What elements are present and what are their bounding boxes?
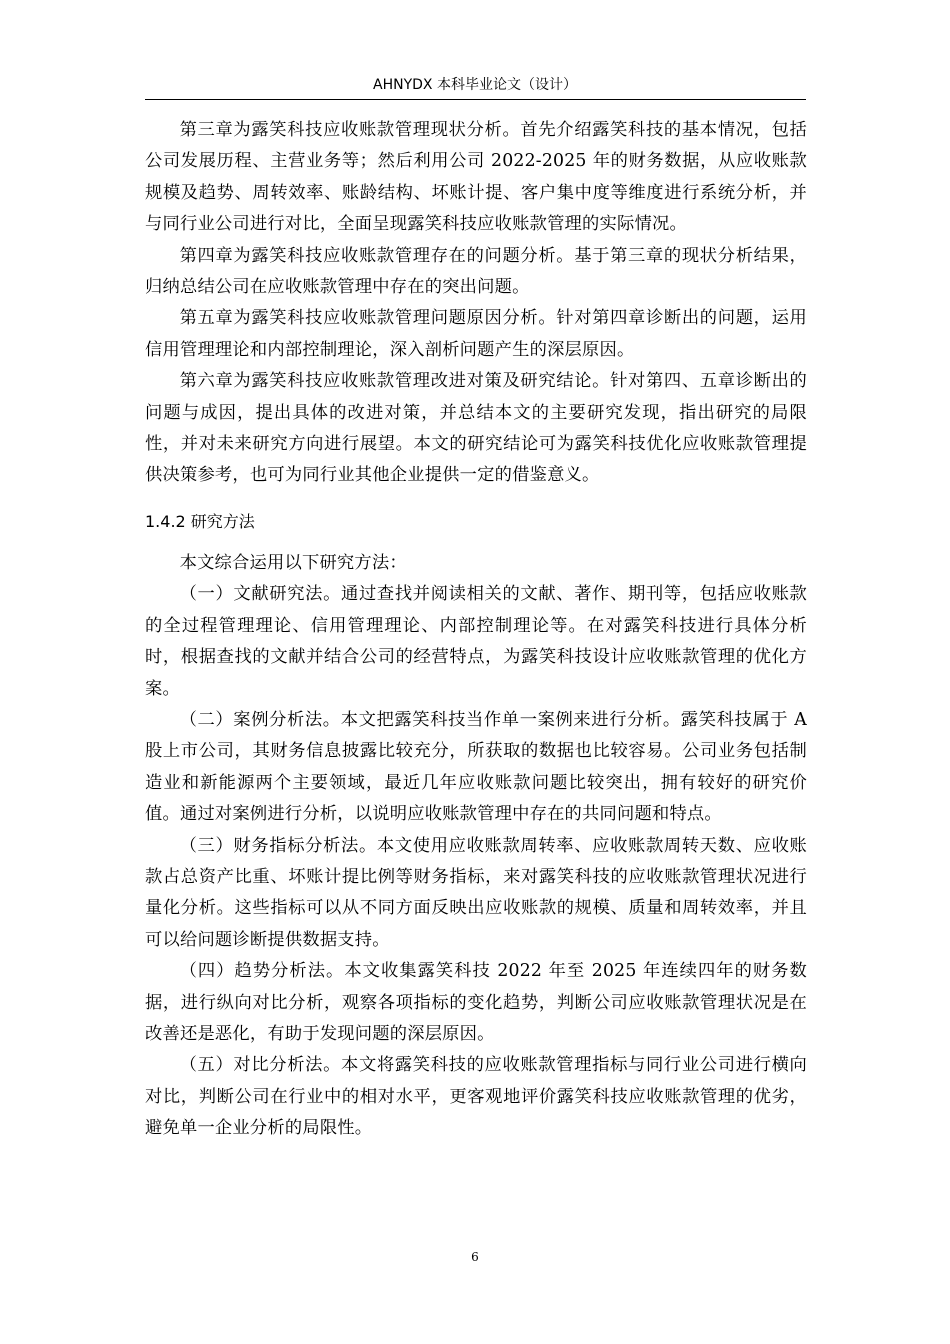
- paragraph-method-comparison: （五）对比分析法。本文将露笑科技的应收账款管理指标与同行业公司进行横向对比，判断公司在行业中的相对水平，更客观地评价露笑科技应收账款管理的优劣，避免单一企业分析的局限性。: [145, 1055, 807, 1139]
- paragraph-chapter-3: 第三章为露笑科技应收账款管理现状分析。首先介绍露笑科技的基本情况，包括公司发展历程、主营业务等；然后利用公司 2022-2025 年的财务数据，从应收账款规模及趋势、周转效率、账龄结构、坏账计提、客户集中度等维度进行系统分析，并与同行业公司进行对比，全面呈现露笑科技应收账款管理的实际情况。: [145, 120, 807, 235]
- paragraph-chapter-4: 第四章为露笑科技应收账款管理存在的问题分析。基于第三章的现状分析结果，归纳总结公司在应收账款管理中存在的突出问题。: [145, 245, 807, 298]
- page-number: 6: [471, 1250, 479, 1264]
- paragraph-methods-intro: 本文综合运用以下研究方法：: [179, 552, 407, 573]
- header-divider: [145, 99, 806, 100]
- page-body: [145, 115, 807, 1145]
- section-heading: 1.4.2 研究方法: [145, 511, 255, 531]
- page-header-title: AHNYDX 本科毕业论文（设计）: [373, 77, 577, 93]
- paragraph-chapter-5: 第五章为露笑科技应收账款管理问题原因分析。针对第四章诊断出的问题，运用信用管理理论和内部控制理论，深入剖析问题产生的深层原因。: [145, 308, 807, 360]
- paragraph-chapter-6: 第六章为露笑科技应收账款管理改进对策及研究结论。针对第四、五章诊断出的问题与成因，提出具体的改进对策，并总结本文的主要研究发现，指出研究的局限性，并对未来研究方向进行展望。本文的研究结论可为露笑科技优化应收账款管理提供决策参考，也可为同行业其他企业提供一定的借鉴意义。: [145, 371, 807, 486]
- paragraph-method-case: （二）案例分析法。本文把露笑科技当作单一案例来进行分析。露笑科技属于 A 股上市公司，其财务信息披露比较充分，所获取的数据也比较容易。公司业务包括制造业和新能源两个主要领域，最近几年应收账款问题比较突出，拥有较好的研究价值。通过对案例进行分析，以说明应收账款管理中存在的共同问题和特点。: [145, 709, 807, 825]
- paragraph-method-trend: （四）趋势分析法。本文收集露笑科技 2022 年至 2025 年连续四年的财务数据，进行纵向对比分析，观察各项指标的变化趋势，判断公司应收账款管理状况是在改善还是恶化，有助于发现问题的深层原因。: [145, 961, 807, 1044]
- paragraph-method-financial: （三）财务指标分析法。本文使用应收账款周转率、应收账款周转天数、应收账款占总资产比重、坏账计提比例等财务指标，来对露笑科技的应收账款管理状况进行量化分析。这些指标可以从不同方面反映出应收账款的规模、质量和周转效率，并且可以给问题诊断提供数据支持。: [145, 835, 807, 950]
- paragraph-method-literature: （一）文献研究法。通过查找并阅读相关的文献、著作、期刊等，包括应收账款的全过程管理理论、信用管理理论、内部控制理论等。在对露笑科技进行具体分析时，根据查找的文献并结合公司的经营特点，为露笑科技设计应收账款管理的优化方案。: [145, 584, 807, 699]
